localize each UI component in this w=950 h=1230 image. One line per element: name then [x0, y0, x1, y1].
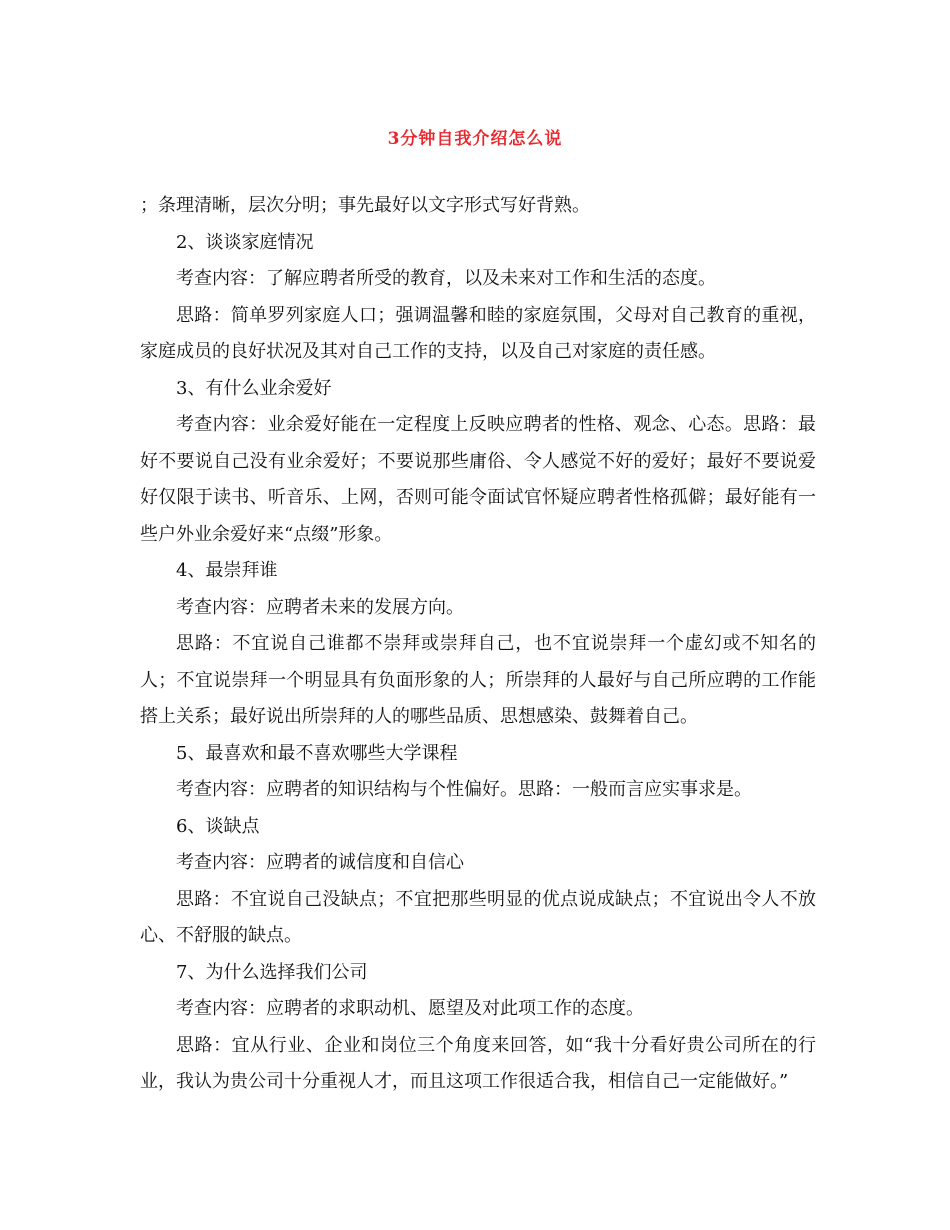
paragraph: 考查内容：业余爱好能在一定程度上反映应聘者的性格、观念、心态。思路：最好不要说自己没有业余爱好；不要说那些庸俗、令人感觉不好的爱好；最好不要说爱好仅限于读书、听音乐、上网，否则可能令面试官怀疑应聘者性格孤僻；最好能有一些户外业余爱好来“点缀”形象。	[140, 414, 816, 545]
paragraph: 思路：不宜说自己谁都不崇拜或崇拜自己，也不宜说崇拜一个虚幻或不知名的人；不宜说崇拜一个明显具有负面形象的人；所崇拜的人最好与自己所应聘的工作能搭上关系；最好说出所崇拜的人的哪些品质、思想感染、鼓舞着自己。	[140, 633, 816, 727]
paragraph: 思路：不宜说自己没缺点；不宜把那些明显的优点说成缺点；不宜说出令人不放心、不舒服的缺点。	[140, 888, 816, 946]
section-heading-hobbies: 3、有什么业余爱好	[176, 377, 332, 399]
page-title: 3分钟自我介绍怎么说	[387, 129, 563, 149]
paragraph: 考查内容：应聘者未来的发展方向。	[176, 596, 464, 618]
section-heading-admire: 4、最崇拜谁	[176, 560, 278, 581]
paragraph: 考查内容：应聘者的求职动机、愿望及对此项工作的态度。	[176, 998, 644, 1019]
section-heading-courses: 5、最喜欢和最不喜欢哪些大学课程	[176, 742, 458, 764]
paragraph: 考查内容：了解应聘者所受的教育，以及未来对工作和生活的态度。	[176, 268, 716, 289]
section-heading-weaknesses: 6、谈缺点	[176, 815, 260, 837]
paragraph: 考查内容：应聘者的知识结构与个性偏好。思路：一般而言应实事求是。	[176, 779, 752, 800]
paragraph: 考查内容：应聘者的诚信度和自信心	[176, 852, 464, 873]
paragraph: 思路：简单罗列家庭人口；强调温馨和睦的家庭氛围，父母对自己教育的重视，家庭成员的良好状况及其对自己工作的支持，以及自己对家庭的责任感。	[140, 304, 816, 362]
paragraph: ；条理清晰，层次分明；事先最好以文字形式写好背熟。	[140, 195, 590, 216]
section-heading-family: 2、谈谈家庭情况	[176, 231, 314, 253]
paragraph: 思路：宜从行业、企业和岗位三个角度来回答，如“我十分看好贵公司所在的行业，我认为贵公司十分重视人才，而且这项工作很适合我，相信自己一定能做好。”	[140, 1034, 816, 1092]
document-body	[140, 188, 816, 1101]
section-heading-why-company: 7、为什么选择我们公司	[176, 961, 368, 983]
